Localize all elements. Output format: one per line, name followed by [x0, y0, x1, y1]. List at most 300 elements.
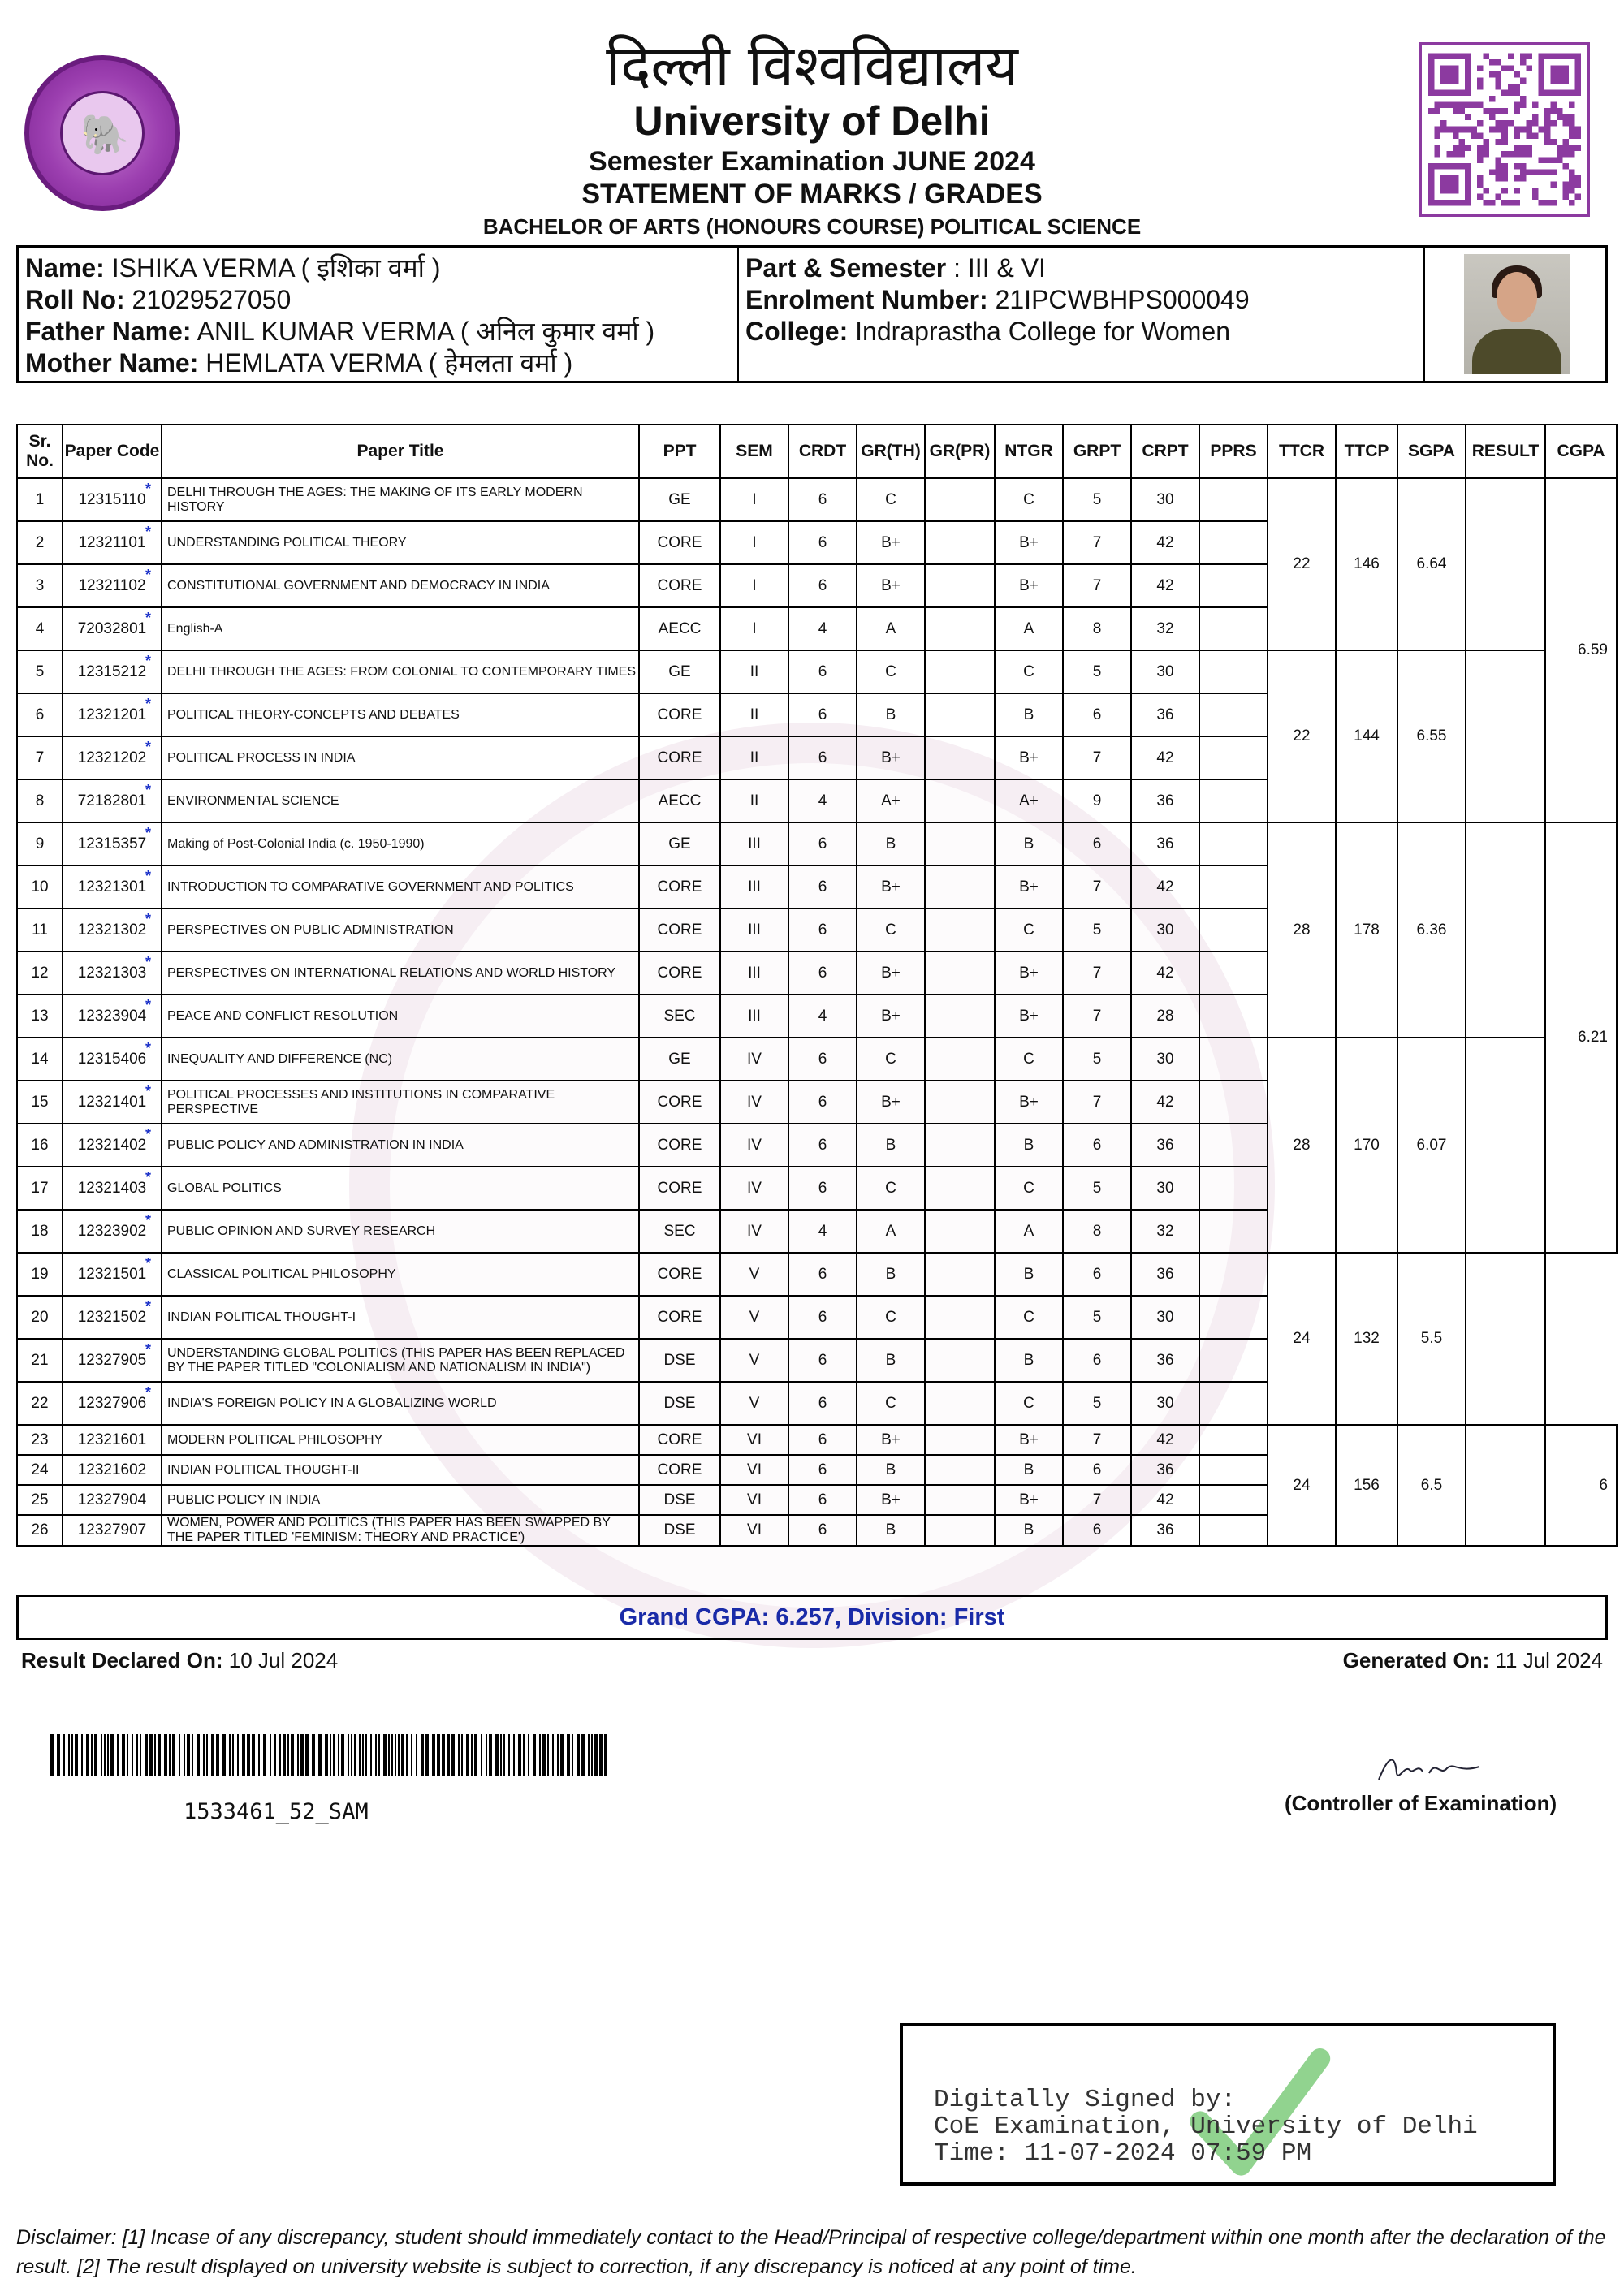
cell-ntgr: C	[995, 478, 1063, 521]
cell-ppt: GE	[639, 822, 720, 865]
cell-grpt: 7	[1063, 1425, 1131, 1455]
header-sem: SEM	[720, 425, 788, 478]
star-marker: *	[145, 1255, 151, 1271]
cell-result	[1466, 1425, 1545, 1546]
header-pprs: PPRS	[1199, 425, 1268, 478]
grand-cgpa: Grand CGPA: 6.257, Division: First	[16, 1595, 1608, 1640]
cell-sgpa: 6.55	[1397, 650, 1466, 822]
cell-paper-title: PUBLIC POLICY AND ADMINISTRATION IN INDIA	[162, 1124, 639, 1167]
cell-gr-pr	[925, 1515, 995, 1546]
signer: CoE Examination, University of Delhi	[934, 2113, 1478, 2141]
header-crpt: CRPT	[1131, 425, 1199, 478]
cell-sgpa: 5.5	[1397, 1253, 1466, 1425]
cell-paper-title: MODERN POLITICAL PHILOSOPHY	[162, 1425, 639, 1455]
cell-grpt: 7	[1063, 521, 1131, 564]
cell-result	[1466, 478, 1545, 650]
cell-sr-no: 14	[17, 1038, 63, 1081]
cell-grpt: 5	[1063, 908, 1131, 952]
cell-sr-no: 15	[17, 1081, 63, 1124]
cell-paper-code: 12327906 *	[63, 1382, 162, 1425]
cell-paper-code: 12321401 *	[63, 1081, 162, 1124]
cell-paper-title: PUBLIC POLICY IN INDIA	[162, 1485, 639, 1515]
cell-sr-no: 8	[17, 779, 63, 822]
cell-gr-pr	[925, 1425, 995, 1455]
cell-grpt: 6	[1063, 1455, 1131, 1485]
cell-sem: V	[720, 1382, 788, 1425]
cell-paper-title: DELHI THROUGH THE AGES: FROM COLONIAL TO CONTEMPORARY TIMES	[162, 650, 639, 693]
cell-gr-th: B	[857, 1515, 925, 1546]
cell-sr-no: 23	[17, 1425, 63, 1455]
marks-table	[16, 424, 1618, 1547]
cell-paper-code: 12323902 *	[63, 1210, 162, 1253]
cell-crpt: 42	[1131, 865, 1199, 908]
student-name: ISHIKA VERMA ( इशिका वर्मा )	[111, 253, 441, 283]
cell-paper-code: 12327905 *	[63, 1339, 162, 1382]
cell-paper-code: 72182801 *	[63, 779, 162, 822]
cell-ntgr: C	[995, 1038, 1063, 1081]
cell-pprs	[1199, 1425, 1268, 1455]
cell-ppt: SEC	[639, 995, 720, 1038]
cell-ntgr: B+	[995, 564, 1063, 607]
cell-crpt: 36	[1131, 822, 1199, 865]
header-paper-title: Paper Title	[162, 425, 639, 478]
cell-pprs	[1199, 1485, 1268, 1515]
star-marker: *	[145, 911, 151, 927]
cell-gr-pr	[925, 1167, 995, 1210]
cell-gr-th: B+	[857, 736, 925, 779]
cell-crdt: 6	[788, 1425, 857, 1455]
cell-paper-title: POLITICAL THEORY-CONCEPTS AND DEBATES	[162, 693, 639, 736]
cell-paper-title: ENVIRONMENTAL SCIENCE	[162, 779, 639, 822]
cell-crpt: 42	[1131, 1485, 1199, 1515]
cell-cgpa: 6.59	[1545, 478, 1617, 822]
cell-sem: I	[720, 564, 788, 607]
cell-gr-pr	[925, 693, 995, 736]
header-sgpa: SGPA	[1397, 425, 1466, 478]
cell-crdt: 4	[788, 607, 857, 650]
cell-ppt: CORE	[639, 865, 720, 908]
student-info	[16, 245, 1608, 383]
cell-crpt: 30	[1131, 1382, 1199, 1425]
cell-grpt: 7	[1063, 865, 1131, 908]
cell-crpt: 36	[1131, 1515, 1199, 1546]
cell-crdt: 6	[788, 908, 857, 952]
cell-ntgr: B	[995, 1124, 1063, 1167]
cell-ppt: CORE	[639, 1167, 720, 1210]
cell-paper-title: CONSTITUTIONAL GOVERNMENT AND DEMOCRACY IN INDIA	[162, 564, 639, 607]
cell-pprs	[1199, 1167, 1268, 1210]
cell-sem: II	[720, 693, 788, 736]
star-marker: *	[145, 1212, 151, 1228]
cell-result	[1466, 822, 1545, 1038]
mother-name: HEMLATA VERMA ( हेमलता वर्मा )	[205, 348, 573, 378]
cell-crpt: 42	[1131, 952, 1199, 995]
cell-ntgr: B+	[995, 521, 1063, 564]
qr-code-icon[interactable]	[1419, 42, 1590, 217]
cell-gr-th: C	[857, 1038, 925, 1081]
cell-crpt: 30	[1131, 1296, 1199, 1339]
cell-crpt: 36	[1131, 1455, 1199, 1485]
cell-crdt: 6	[788, 1253, 857, 1296]
table-row	[17, 1425, 1617, 1455]
cell-crdt: 6	[788, 1455, 857, 1485]
cell-paper-title: PUBLIC OPINION AND SURVEY RESEARCH	[162, 1210, 639, 1253]
cell-pprs	[1199, 779, 1268, 822]
cell-paper-code: 12327904	[63, 1485, 162, 1515]
cell-crdt: 6	[788, 1296, 857, 1339]
cell-ttcp: 178	[1336, 822, 1397, 1038]
cell-pprs	[1199, 736, 1268, 779]
cell-sem: IV	[720, 1124, 788, 1167]
cell-sem: I	[720, 521, 788, 564]
cell-crdt: 6	[788, 693, 857, 736]
cell-grpt: 8	[1063, 1210, 1131, 1253]
cell-grpt: 7	[1063, 1485, 1131, 1515]
header-gr-th: GR(TH)	[857, 425, 925, 478]
cell-paper-title: Making of Post-Colonial India (c. 1950-1990)	[162, 822, 639, 865]
cell-pprs	[1199, 995, 1268, 1038]
cell-gr-pr	[925, 1210, 995, 1253]
cell-crpt: 30	[1131, 908, 1199, 952]
cell-sr-no: 10	[17, 865, 63, 908]
cell-sr-no: 6	[17, 693, 63, 736]
cell-sgpa: 6.07	[1397, 1038, 1466, 1253]
cell-ppt: AECC	[639, 607, 720, 650]
cell-pprs	[1199, 1296, 1268, 1339]
cell-sr-no: 19	[17, 1253, 63, 1296]
cell-paper-code: 12315406 *	[63, 1038, 162, 1081]
table-header	[17, 425, 1617, 478]
cell-pprs	[1199, 908, 1268, 952]
cell-paper-code: 12315357 *	[63, 822, 162, 865]
signed-by: Digitally Signed by:	[934, 2086, 1237, 2114]
cell-paper-code: 12321302 *	[63, 908, 162, 952]
header-ttcp: TTCP	[1336, 425, 1397, 478]
part-semester: : III & VI	[953, 253, 1046, 283]
cell-pprs	[1199, 1382, 1268, 1425]
cell-gr-pr	[925, 564, 995, 607]
cell-paper-title: WOMEN, POWER AND POLITICS (THIS PAPER HAS BEEN SWAPPED BY THE PAPER TITLED 'FEMINISM: THEORY AND PRACTICE')	[162, 1515, 639, 1546]
cell-sr-no: 1	[17, 478, 63, 521]
cell-pprs	[1199, 1038, 1268, 1081]
cell-sgpa: 6.5	[1397, 1425, 1466, 1546]
cell-gr-pr	[925, 521, 995, 564]
cell-paper-code: 12321101 *	[63, 521, 162, 564]
star-marker: *	[145, 1298, 151, 1314]
cell-sr-no: 21	[17, 1339, 63, 1382]
cell-ntgr: C	[995, 908, 1063, 952]
cell-grpt: 6	[1063, 1124, 1131, 1167]
cell-crdt: 6	[788, 564, 857, 607]
cell-ttcr: 28	[1268, 822, 1336, 1038]
cell-sr-no: 24	[17, 1455, 63, 1485]
cell-cgpa: 6.21	[1545, 822, 1617, 1253]
header-ttcr: TTCR	[1268, 425, 1336, 478]
cell-sem: V	[720, 1296, 788, 1339]
cell-gr-th: B	[857, 822, 925, 865]
cell-pprs	[1199, 564, 1268, 607]
cell-gr-th: C	[857, 650, 925, 693]
cell-sr-no: 13	[17, 995, 63, 1038]
controller-signature	[1372, 1749, 1486, 1789]
cell-ntgr: C	[995, 1382, 1063, 1425]
header-paper-code: Paper Code	[63, 425, 162, 478]
cell-grpt: 6	[1063, 1253, 1131, 1296]
cell-pprs	[1199, 650, 1268, 693]
cell-crdt: 6	[788, 952, 857, 995]
cell-sem: III	[720, 908, 788, 952]
cell-ppt: CORE	[639, 1296, 720, 1339]
cell-grpt: 6	[1063, 1339, 1131, 1382]
cell-sr-no: 11	[17, 908, 63, 952]
cell-grpt: 8	[1063, 607, 1131, 650]
cell-ntgr: B	[995, 1339, 1063, 1382]
cell-ntgr: A	[995, 607, 1063, 650]
cell-ttcr: 24	[1268, 1425, 1336, 1546]
cell-crdt: 6	[788, 1038, 857, 1081]
cell-paper-code: 12321102 *	[63, 564, 162, 607]
cell-crdt: 6	[788, 1167, 857, 1210]
cell-gr-th: C	[857, 1382, 925, 1425]
cell-sem: VI	[720, 1515, 788, 1546]
cell-sem: III	[720, 865, 788, 908]
cell-ppt: CORE	[639, 1425, 720, 1455]
star-marker: *	[145, 1169, 151, 1185]
cell-pprs	[1199, 865, 1268, 908]
cell-gr-th: B+	[857, 952, 925, 995]
cell-paper-code: 12321501 *	[63, 1253, 162, 1296]
cell-crdt: 6	[788, 1382, 857, 1425]
cell-sem: II	[720, 779, 788, 822]
star-marker: *	[145, 610, 151, 626]
star-marker: *	[145, 481, 151, 497]
cell-crpt: 30	[1131, 1038, 1199, 1081]
cell-crpt: 42	[1131, 1425, 1199, 1455]
result-declared: Result Declared On: 10 Jul 2024	[21, 1648, 339, 1672]
star-marker: *	[145, 739, 151, 755]
cell-gr-th: B+	[857, 995, 925, 1038]
generated-on: Generated On: 11 Jul 2024	[1342, 1648, 1603, 1672]
cell-paper-code: 12323904 *	[63, 995, 162, 1038]
cell-gr-pr	[925, 1296, 995, 1339]
cell-ttcr: 22	[1268, 650, 1336, 822]
cell-paper-code: 12315212 *	[63, 650, 162, 693]
cell-grpt: 5	[1063, 650, 1131, 693]
cell-gr-pr	[925, 1253, 995, 1296]
cell-ntgr: B	[995, 1515, 1063, 1546]
cell-gr-th: C	[857, 1296, 925, 1339]
cell-grpt: 6	[1063, 693, 1131, 736]
cell-ppt: CORE	[639, 908, 720, 952]
cell-gr-th: B+	[857, 1081, 925, 1124]
cell-gr-pr	[925, 1038, 995, 1081]
enrol-row: Enrolment Number: 21IPCWBHPS000049	[745, 285, 1250, 314]
cell-sem: IV	[720, 1167, 788, 1210]
cell-ppt: SEC	[639, 1210, 720, 1253]
header-ntgr: NTGR	[995, 425, 1063, 478]
cell-ttcr: 24	[1268, 1253, 1336, 1425]
cell-gr-th: C	[857, 478, 925, 521]
cell-sem: I	[720, 478, 788, 521]
cell-sem: IV	[720, 1210, 788, 1253]
cell-sem: VI	[720, 1485, 788, 1515]
cell-ppt: CORE	[639, 1253, 720, 1296]
cell-sr-no: 18	[17, 1210, 63, 1253]
cell-pprs	[1199, 693, 1268, 736]
cell-pprs	[1199, 478, 1268, 521]
signed-time: Time: 11-07-2024 07:59 PM	[934, 2139, 1312, 2168]
cell-paper-title: DELHI THROUGH THE AGES: THE MAKING OF ITS EARLY MODERN HISTORY	[162, 478, 639, 521]
cell-ttcp: 132	[1336, 1253, 1397, 1425]
cell-ppt: DSE	[639, 1515, 720, 1546]
cell-ntgr: B+	[995, 952, 1063, 995]
cell-sgpa: 6.64	[1397, 478, 1466, 650]
cell-sr-no: 17	[17, 1167, 63, 1210]
cell-grpt: 7	[1063, 952, 1131, 995]
cell-sr-no: 7	[17, 736, 63, 779]
cell-ntgr: B+	[995, 1485, 1063, 1515]
generated-date: 11 Jul 2024	[1495, 1648, 1603, 1672]
cell-ppt: DSE	[639, 1382, 720, 1425]
cell-ppt: GE	[639, 1038, 720, 1081]
cell-crdt: 6	[788, 1081, 857, 1124]
header-cgpa: CGPA	[1545, 425, 1617, 478]
cell-gr-th: B+	[857, 1485, 925, 1515]
cell-crdt: 6	[788, 736, 857, 779]
cell-crpt: 36	[1131, 1339, 1199, 1382]
cell-paper-code: 12315110 *	[63, 478, 162, 521]
star-marker: *	[145, 825, 151, 841]
cell-crpt: 36	[1131, 1253, 1199, 1296]
cell-ppt: DSE	[639, 1339, 720, 1382]
cell-ppt: CORE	[639, 952, 720, 995]
cell-crpt: 32	[1131, 1210, 1199, 1253]
cell-gr-pr	[925, 736, 995, 779]
cell-crpt: 36	[1131, 693, 1199, 736]
cell-ntgr: C	[995, 1167, 1063, 1210]
cell-paper-code: 12321202 *	[63, 736, 162, 779]
cell-ttcr: 28	[1268, 1038, 1336, 1253]
star-marker: *	[145, 1083, 151, 1099]
star-marker: *	[145, 997, 151, 1013]
table-row	[17, 1038, 1617, 1081]
star-marker: *	[145, 524, 151, 540]
cell-sr-no: 9	[17, 822, 63, 865]
cell-gr-pr	[925, 1485, 995, 1515]
cell-sem: VI	[720, 1455, 788, 1485]
enrolment-number: 21IPCWBHPS000049	[995, 285, 1250, 314]
cell-ttcp: 146	[1336, 478, 1397, 650]
cell-gr-th: C	[857, 908, 925, 952]
cell-grpt: 5	[1063, 478, 1131, 521]
cell-paper-title: INDIAN POLITICAL THOUGHT-I	[162, 1296, 639, 1339]
university-name: University of Delhi	[633, 98, 991, 144]
cell-gr-th: B+	[857, 521, 925, 564]
father-row: Father Name: ANIL KUMAR VERMA ( अनिल कुमार वर्मा )	[25, 317, 655, 346]
cell-gr-pr	[925, 607, 995, 650]
star-marker: *	[145, 782, 151, 798]
table-row	[17, 478, 1617, 521]
cell-pprs	[1199, 607, 1268, 650]
cell-crpt: 30	[1131, 1167, 1199, 1210]
cell-paper-title: PEACE AND CONFLICT RESOLUTION	[162, 995, 639, 1038]
cell-crdt: 4	[788, 779, 857, 822]
cell-sr-no: 5	[17, 650, 63, 693]
cell-paper-title: POLITICAL PROCESS IN INDIA	[162, 736, 639, 779]
cell-pprs	[1199, 1455, 1268, 1485]
cell-sr-no: 22	[17, 1382, 63, 1425]
cell-crdt: 6	[788, 1339, 857, 1382]
cell-paper-title: INDIAN POLITICAL THOUGHT-II	[162, 1455, 639, 1485]
student-photo	[1464, 254, 1570, 374]
cell-gr-pr	[925, 822, 995, 865]
controller-label: (Controller of Examination)	[1285, 1791, 1557, 1815]
cell-sr-no: 20	[17, 1296, 63, 1339]
cell-ntgr: B+	[995, 736, 1063, 779]
cell-ttcp: 170	[1336, 1038, 1397, 1253]
cell-gr-th: B	[857, 1339, 925, 1382]
cell-gr-pr	[925, 1382, 995, 1425]
university-seal-icon: 🐘	[24, 55, 180, 211]
cell-grpt: 5	[1063, 1382, 1131, 1425]
cell-sem: VI	[720, 1425, 788, 1455]
cell-ppt: CORE	[639, 693, 720, 736]
cell-pprs	[1199, 1124, 1268, 1167]
cell-gr-pr	[925, 650, 995, 693]
cell-pprs	[1199, 1253, 1268, 1296]
cell-cgpa: 6	[1545, 1425, 1617, 1546]
cell-ntgr: B+	[995, 1425, 1063, 1455]
cell-crdt: 4	[788, 995, 857, 1038]
cell-ppt: CORE	[639, 736, 720, 779]
cell-ppt: AECC	[639, 779, 720, 822]
cell-ppt: DSE	[639, 1485, 720, 1515]
cell-pprs	[1199, 822, 1268, 865]
cell-ntgr: C	[995, 650, 1063, 693]
digital-signature-box	[900, 2023, 1556, 2186]
cell-gr-th: B+	[857, 865, 925, 908]
table-row	[17, 650, 1617, 693]
statement-title: STATEMENT OF MARKS / GRADES	[581, 179, 1043, 209]
cell-paper-title: INEQUALITY AND DIFFERENCE (NC)	[162, 1038, 639, 1081]
cell-sr-no: 3	[17, 564, 63, 607]
star-marker: *	[145, 696, 151, 712]
cell-paper-title: POLITICAL PROCESSES AND INSTITUTIONS IN COMPARATIVE PERSPECTIVE	[162, 1081, 639, 1124]
cell-sgpa: 6.36	[1397, 822, 1466, 1038]
cell-grpt: 5	[1063, 1167, 1131, 1210]
cell-grpt: 6	[1063, 1515, 1131, 1546]
cell-grpt: 7	[1063, 564, 1131, 607]
cell-crdt: 6	[788, 822, 857, 865]
cell-sem: II	[720, 736, 788, 779]
cell-paper-title: INTRODUCTION TO COMPARATIVE GOVERNMENT AND POLITICS	[162, 865, 639, 908]
cell-gr-th: A	[857, 1210, 925, 1253]
cell-sr-no: 2	[17, 521, 63, 564]
cell-paper-title: CLASSICAL POLITICAL PHILOSOPHY	[162, 1253, 639, 1296]
cell-paper-title: PERSPECTIVES ON INTERNATIONAL RELATIONS AND WORLD HISTORY	[162, 952, 639, 995]
header-crdt: CRDT	[788, 425, 857, 478]
cell-grpt: 9	[1063, 779, 1131, 822]
cell-ntgr: B+	[995, 865, 1063, 908]
cell-sem: III	[720, 952, 788, 995]
header-ppt: PPT	[639, 425, 720, 478]
cell-ppt: CORE	[639, 1455, 720, 1485]
star-marker: *	[145, 567, 151, 583]
cell-sem: V	[720, 1253, 788, 1296]
cell-gr-th: A	[857, 607, 925, 650]
cell-crdt: 6	[788, 1124, 857, 1167]
table-row	[17, 822, 1617, 865]
